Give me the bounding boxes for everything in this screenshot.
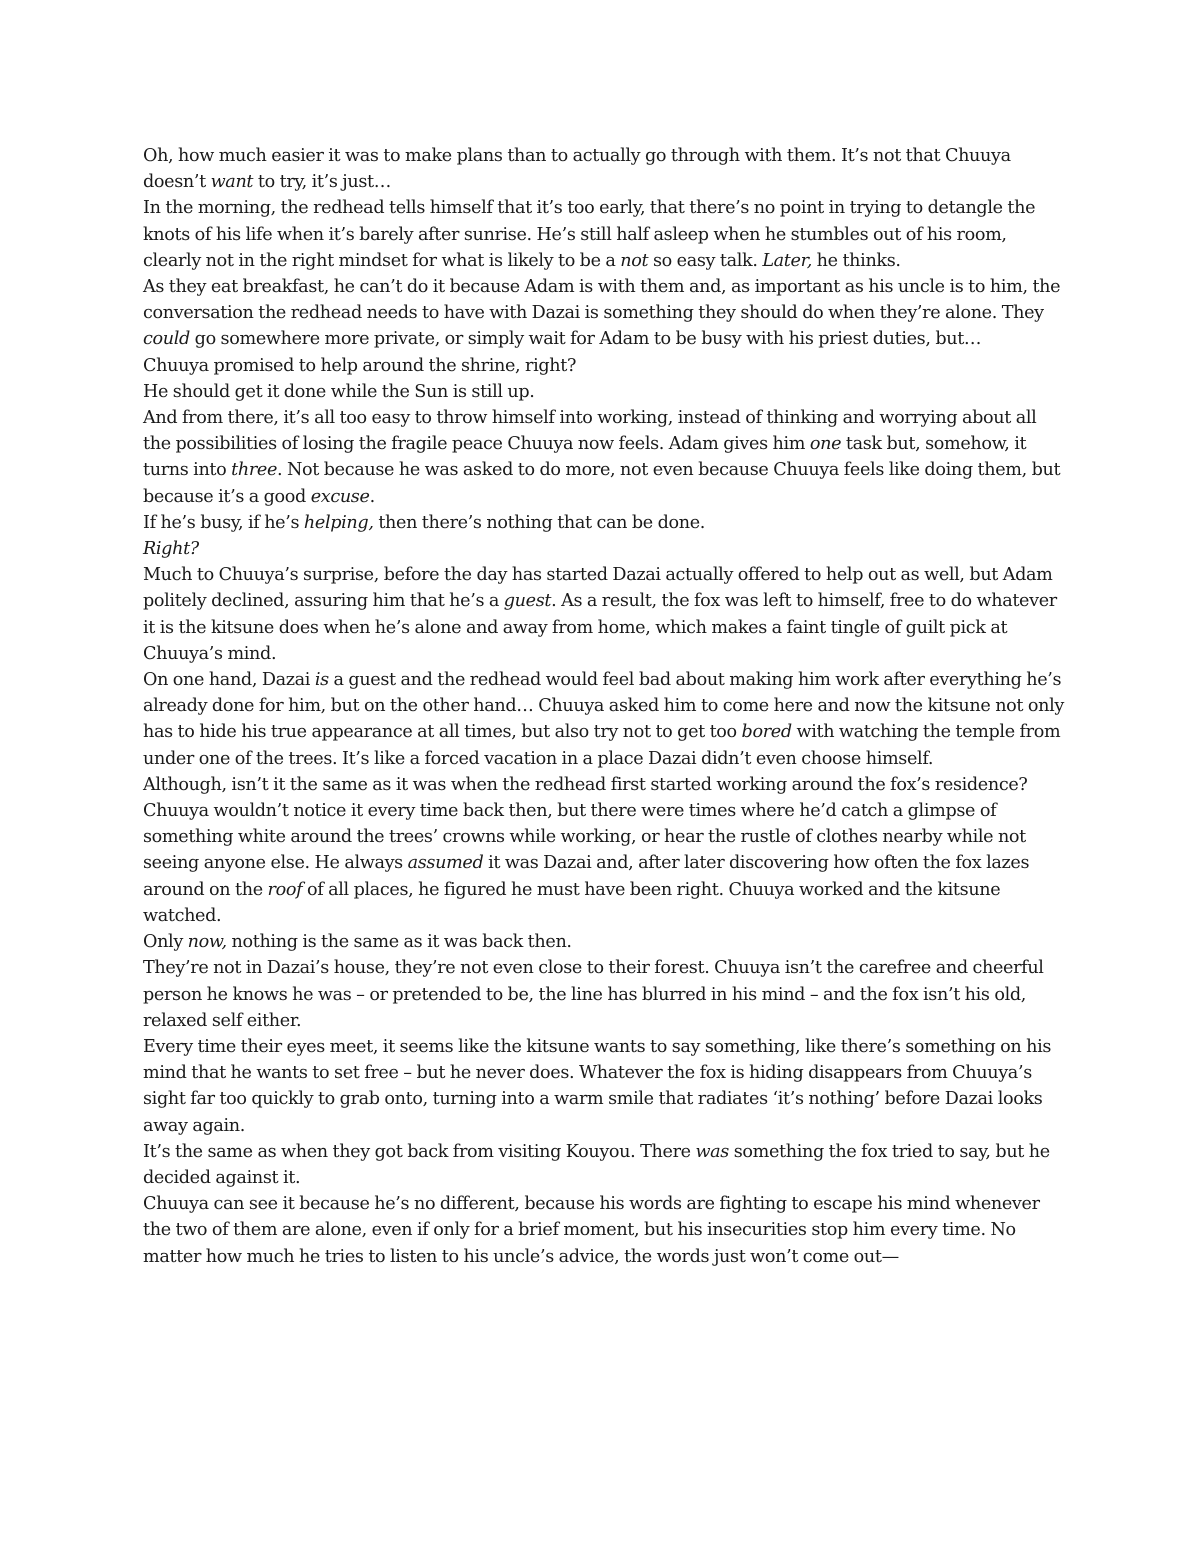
italic-run: helping, <box>303 512 374 533</box>
italic-run: not <box>620 250 649 271</box>
text-run: Chuuya can see it because he’s no different, because his words are fighting to escape his mind whenever the two of them are alone, even if only for a brief moment, but his insecurities stop him every time. No matter how much he tries to listen to his uncle’s advice, the words just won’t come out— <box>143 1194 1040 1267</box>
paragraph <box>143 143 1065 195</box>
story-text <box>143 143 1065 1270</box>
paragraph <box>143 510 1065 536</box>
paragraph <box>143 405 1065 510</box>
text-run: As they eat breakfast, he can’t do it because Adam is with them and, as important as his uncle is to him, the conversation the redhead needs to have with Dazai is something they should do when they’re alone. They <box>143 277 1061 324</box>
text-run: nothing is the same as it was back then. <box>226 932 572 953</box>
paragraph <box>143 1034 1065 1139</box>
text-run: Oh, how much easier it was to make plans than to actually go through with them. It’s not that Chuuya doesn’t <box>143 146 1011 193</box>
italic-run: excuse <box>310 486 370 507</box>
italic-run: roof <box>267 879 303 900</box>
italic-run: Later, <box>762 250 812 271</box>
text-run: He should get it done while the Sun is still up. <box>143 381 535 402</box>
italic-run: was <box>695 1141 729 1162</box>
text-run: something the fox tried to say, but he decided against it. <box>143 1141 1050 1188</box>
text-run: Chuuya wouldn’t notice it every time back then, but there were times where he’d catch a glimpse of something white around the trees’ crowns while working, or hear the rustle of clothes nearby while not seeing anyone else. He always <box>143 801 1026 874</box>
paragraph <box>143 379 1065 405</box>
italic-run: three <box>231 460 278 481</box>
text-run: In the morning, the redhead tells himself that it’s too early, that there’s no point in trying to detangle the knots of his life when it’s barely after sunrise. He’s still half asleep when he stumbles out of his room, clearly not in the right mindset for what is likely to be a <box>143 198 1036 271</box>
paragraph <box>143 929 1065 955</box>
text-run: Every time their eyes meet, it seems like the kitsune wants to say something, like there’s something on his mind that he wants to set free – but he never does. Whatever the fox is hiding disappears from Chuuya’s sight far too quickly to grab onto, turning into a warm smile that radiates ‘it’s nothing’ before Dazai looks away again. <box>143 1036 1052 1136</box>
italic-run: want <box>210 172 254 193</box>
italic-run: bored <box>741 722 792 743</box>
text-run: then there’s nothing that can be done. <box>373 512 706 533</box>
paragraph <box>143 772 1065 798</box>
text-run: . Not because he was asked to do more, not even because Chuuya feels like doing them, but because it’s a good <box>143 460 1061 507</box>
paragraph <box>143 798 1065 929</box>
paragraph <box>143 667 1065 772</box>
paragraph <box>143 562 1065 667</box>
text-run: Chuuya promised to help around the shrine, right? <box>143 355 577 376</box>
text-run: it was Dazai and, after later discovering how often the fox lazes around on the <box>143 853 1030 900</box>
text-run: They’re not in Dazai’s house, they’re not even close to their forest. Chuuya isn’t the carefree and cheerful person he knows he was – or pretended to be, the line has blurred in his mind – and the fox isn’t his old, relaxed self either. <box>143 958 1044 1031</box>
paragraph <box>143 1191 1065 1270</box>
text-run: he thinks. <box>811 250 901 271</box>
text-run: with watching the temple from under one of the trees. It’s like a forced vacation in a place Dazai didn’t even choose himself. <box>143 722 1061 769</box>
italic-run: could <box>143 329 190 350</box>
text-run: Although, isn’t it the same as it was when the redhead first started working around the fox’s residence? <box>143 774 1028 795</box>
text-run: On one hand, Dazai <box>143 670 315 691</box>
paragraph <box>143 353 1065 379</box>
text-run: so easy talk. <box>648 250 763 271</box>
text-run: . <box>369 486 375 507</box>
text-run: Only <box>143 932 188 953</box>
italic-run: guest <box>503 591 552 612</box>
text-run: go somewhere more private, or simply wait for Adam to be busy with his priest duties, but… <box>189 329 982 350</box>
italic-run: now, <box>187 932 227 953</box>
italic-run: Right? <box>143 539 199 560</box>
text-run: task but, somehow, it turns into <box>143 434 1027 481</box>
text-run: It’s the same as when they got back from visiting Kouyou. There <box>143 1141 696 1162</box>
text-run: of all places, he figured he must have been right. Chuuya worked and the kitsune watched. <box>143 879 1001 926</box>
paragraph <box>143 536 1065 562</box>
paragraph <box>143 195 1065 274</box>
text-run: to try, it’s just… <box>253 172 392 193</box>
text-run: . As a result, the fox was left to himself, free to do whatever it is the kitsune does when he’s alone and away from home, which makes a faint tingle of guilt pick at Chuuya’s mind. <box>143 591 1057 664</box>
italic-run: assumed <box>407 853 484 874</box>
italic-run: is <box>314 670 329 691</box>
paragraph <box>143 1139 1065 1191</box>
paragraph <box>143 955 1065 1034</box>
text-run: Much to Chuuya’s surprise, before the day has started Dazai actually offered to help out as well, but Adam politely declined, assuring him that he’s a <box>143 565 1053 612</box>
text-run: a guest and the redhead would feel bad about making him work after everything he’s already done for him, but on the other hand… Chuuya asked him to come here and now the kitsune not only has to hide his true appearance at all times, but also try not to get too <box>143 670 1064 743</box>
italic-run: one <box>809 434 842 455</box>
paragraph <box>143 274 1065 353</box>
text-run: And from there, it’s all too easy to throw himself into working, instead of thinking and worrying about all the possibilities of losing the fragile peace Chuuya now feels. Adam gives him <box>143 408 1037 455</box>
text-run: If he’s busy, if he’s <box>143 512 304 533</box>
